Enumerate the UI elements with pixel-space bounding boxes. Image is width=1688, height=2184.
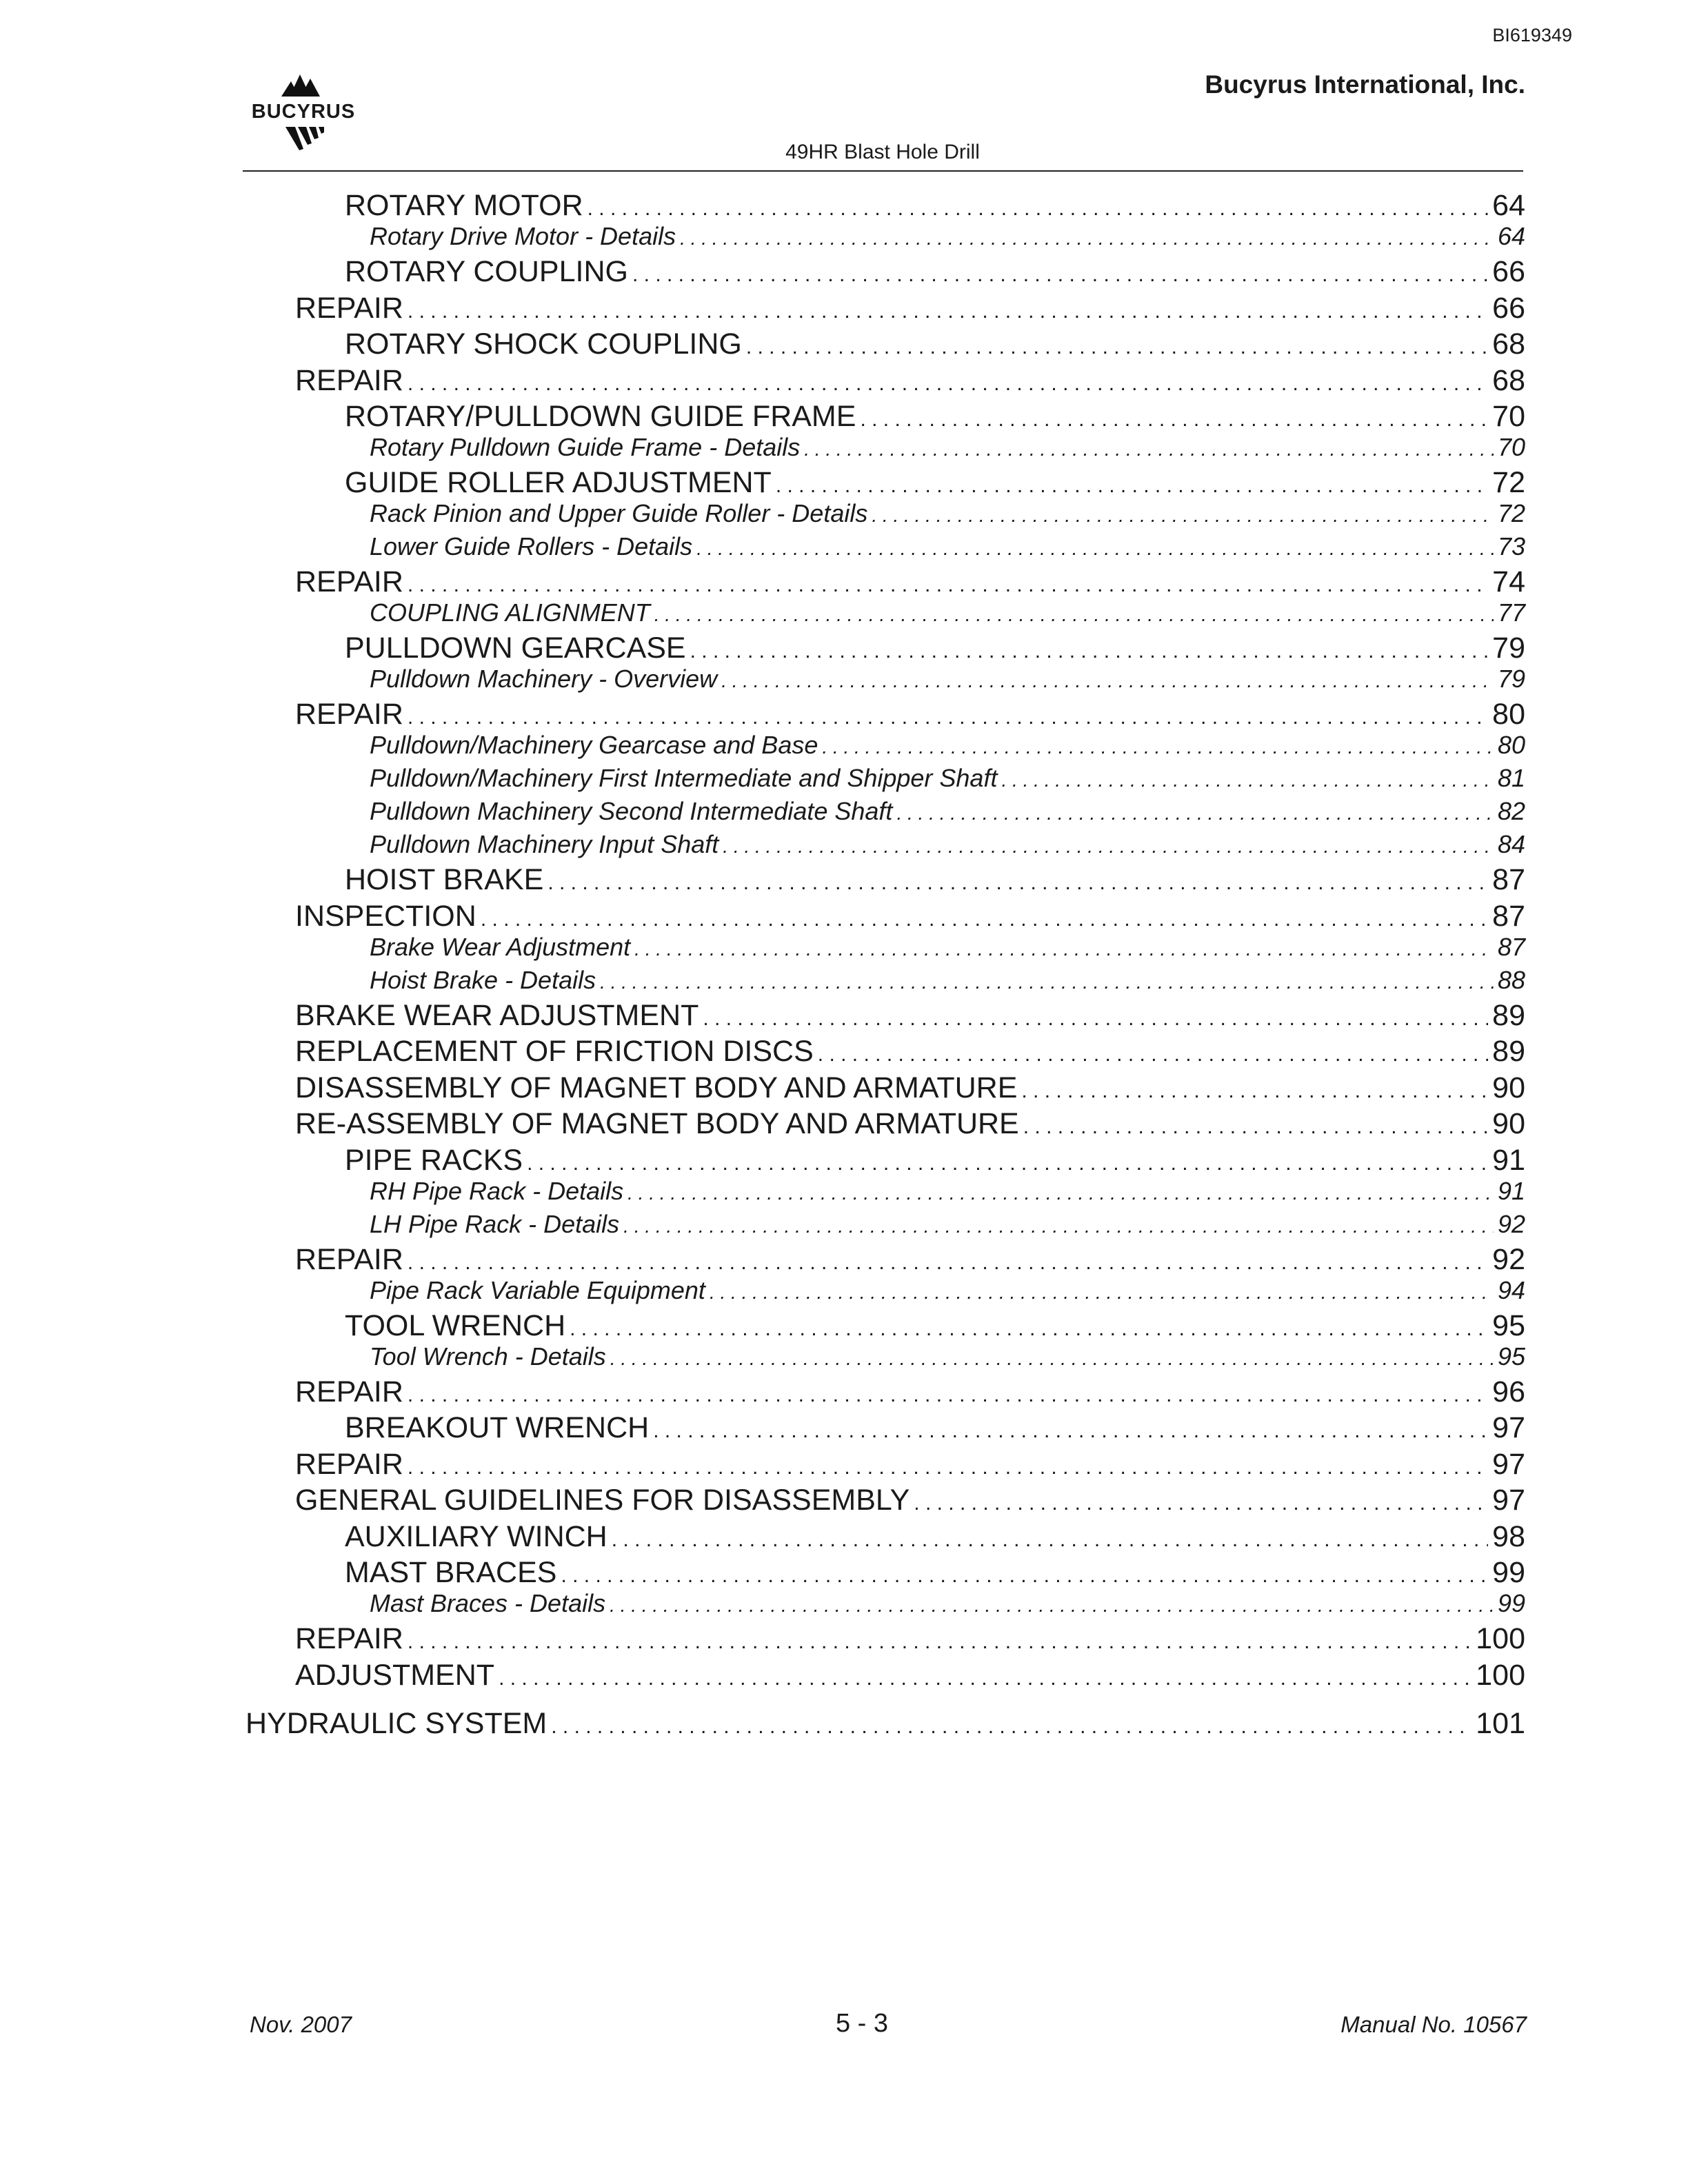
toc-dot-leader <box>723 836 1494 858</box>
company-logo <box>241 72 365 152</box>
toc-entry[interactable] <box>345 1309 1525 1343</box>
toc-entry-title: HYDRAULIC SYSTEM <box>245 1706 547 1740</box>
toc-entry-page: 82 <box>1497 797 1525 825</box>
toc-entry-page: 91 <box>1497 1176 1525 1205</box>
toc-entry-title: ROTARY SHOCK COUPLING <box>345 327 742 361</box>
company-name: Bucyrus International, Inc. <box>1205 70 1525 99</box>
toc-entry-page: 81 <box>1497 764 1525 792</box>
toc-dot-leader <box>872 505 1494 527</box>
toc-entry-page: 101 <box>1476 1706 1525 1740</box>
toc-dot-leader <box>408 300 1488 323</box>
toc-entry-title: Mast Braces - Details <box>370 1589 606 1617</box>
toc-dot-leader <box>551 1715 1471 1739</box>
toc-entry[interactable] <box>295 1375 1525 1409</box>
toc-entry[interactable] <box>370 731 1525 760</box>
toc-entry-title: REPLACEMENT OF FRICTION DISCS <box>295 1035 814 1068</box>
toc-entry-page: 97 <box>1492 1411 1525 1444</box>
toc-dot-leader <box>690 640 1489 663</box>
toc-dot-leader <box>703 1007 1488 1031</box>
toc-entry-title: Pulldown/Machinery Gearcase and Base <box>370 731 818 759</box>
toc-dot-leader <box>896 802 1494 825</box>
toc-entry-page: 64 <box>1497 222 1525 250</box>
toc-dot-leader <box>612 1528 1488 1552</box>
toc-entry-title: REPAIR <box>295 1242 403 1276</box>
toc-dot-leader <box>587 197 1489 221</box>
document-subtitle: 49HR Blast Hole Drill <box>785 141 980 163</box>
toc-dot-leader <box>408 1384 1488 1407</box>
toc-entry-title: REPAIR <box>295 565 403 598</box>
toc-entry-page: 79 <box>1492 631 1525 665</box>
toc-dot-leader <box>721 670 1494 692</box>
toc-dot-leader <box>654 604 1494 626</box>
toc-entry-page: 88 <box>1497 965 1525 994</box>
toc-entry-page: 99 <box>1497 1589 1525 1617</box>
toc-entry-title: Rotary Drive Motor - Details <box>370 222 676 250</box>
toc-entry-page: 92 <box>1497 1209 1525 1238</box>
toc-entry-title: BRAKE WEAR ADJUSTMENT <box>295 998 699 1032</box>
toc-entry-page: 84 <box>1497 830 1525 858</box>
toc-entry-page: 87 <box>1497 932 1525 961</box>
toc-dot-leader <box>653 1419 1488 1443</box>
toc-entry-title: Pulldown Machinery Input Shaft <box>370 830 719 858</box>
toc-dot-leader <box>627 1182 1494 1204</box>
toc-entry[interactable] <box>345 327 1525 361</box>
toc-dot-leader <box>914 1492 1488 1515</box>
toc-entry-page: 100 <box>1476 1658 1525 1692</box>
toc-entry[interactable] <box>370 933 1525 962</box>
toc-entry-page: 99 <box>1492 1556 1525 1589</box>
toc-entry-page: 90 <box>1492 1071 1525 1104</box>
toc-entry-title: Pipe Rack Variable Equipment <box>370 1275 705 1304</box>
toc-dot-leader <box>561 1564 1488 1588</box>
toc-dot-leader <box>499 1667 1471 1690</box>
toc-dot-leader <box>1021 1080 1488 1103</box>
toc-entry-page: 91 <box>1492 1143 1525 1177</box>
toc-entry-page: 73 <box>1497 532 1525 560</box>
toc-entry-title: REPAIR <box>295 363 403 397</box>
toc-entry-page: 94 <box>1497 1275 1525 1304</box>
toc-dot-leader <box>746 336 1488 359</box>
toc-dot-leader <box>776 474 1488 498</box>
toc-entry[interactable] <box>370 1276 1525 1305</box>
toc-entry[interactable] <box>295 1659 1525 1692</box>
toc-entry-title: GUIDE ROLLER ADJUSTMENT <box>345 466 772 499</box>
toc-dot-leader <box>408 574 1488 597</box>
toc-entry-page: 97 <box>1492 1447 1525 1481</box>
toc-entry-title: REPAIR <box>295 1375 403 1408</box>
toc-dot-leader <box>1001 769 1493 791</box>
toc-entry-title: Rack Pinion and Upper Guide Roller - Details <box>370 499 868 527</box>
toc-entry-title: ROTARY COUPLING <box>345 255 628 288</box>
toc-entry[interactable] <box>295 1071 1525 1105</box>
toc-entry-page: 66 <box>1492 255 1525 288</box>
toc-entry[interactable] <box>345 631 1525 665</box>
toc-dot-leader <box>547 871 1488 895</box>
toc-entry-title: Pulldown Machinery - Overview <box>370 665 718 693</box>
toc-entry[interactable] <box>370 1342 1525 1371</box>
toc-dot-leader <box>408 706 1488 729</box>
toc-entry-title: Rotary Pulldown Guide Frame - Details <box>370 433 801 461</box>
toc-entry-title: PIPE RACKS <box>345 1143 523 1177</box>
toc-entry-page: 79 <box>1497 665 1525 693</box>
toc-entry-title: REPAIR <box>295 291 403 325</box>
toc-dot-leader <box>804 438 1494 461</box>
toc-entry-page: 100 <box>1476 1622 1525 1655</box>
toc-entry[interactable] <box>370 222 1525 251</box>
toc-dot-leader <box>408 372 1488 396</box>
toc-entry-page: 77 <box>1497 598 1525 627</box>
toc-entry-title: ROTARY MOTOR <box>345 189 583 222</box>
toc-entry[interactable] <box>345 189 1525 223</box>
toc-entry[interactable] <box>295 292 1525 325</box>
toc-entry-title: INSPECTION <box>295 899 476 933</box>
document-id: BI619349 <box>1492 25 1572 46</box>
toc-entry-title: Pulldown/Machinery First Intermediate and Shipper Shaft <box>370 764 998 792</box>
toc-entry-title: Hoist Brake - Details <box>370 965 596 994</box>
toc-dot-leader <box>818 1043 1488 1066</box>
toc-dot-leader <box>696 538 1494 560</box>
toc-entry-title: RH Pipe Rack - Details <box>370 1176 624 1205</box>
toc-entry[interactable] <box>370 665 1525 694</box>
logo-text: BUCYRUS <box>251 101 356 123</box>
toc-dot-leader <box>408 1456 1488 1479</box>
toc-entry-title: REPAIR <box>295 698 403 731</box>
toc-dot-leader <box>600 971 1494 993</box>
toc-entry-title: MAST BRACES <box>345 1556 557 1589</box>
toc-dot-leader <box>610 1348 1494 1370</box>
toc-entry[interactable] <box>295 1484 1525 1517</box>
toc-entry-title: TOOL WRENCH <box>345 1308 566 1342</box>
toc-entry-page: 80 <box>1492 698 1525 731</box>
toc-dot-leader <box>610 1595 1494 1617</box>
toc-entry-title: HOIST BRAKE <box>345 863 544 896</box>
toc-entry-page: 95 <box>1492 1308 1525 1342</box>
toc-dot-leader <box>623 1215 1494 1237</box>
toc-entry[interactable] <box>295 364 1525 398</box>
toc-entry[interactable] <box>370 499 1525 528</box>
toc-entry-page: 89 <box>1492 1035 1525 1068</box>
toc-entry[interactable] <box>295 1243 1525 1277</box>
footer-page-number: 5 - 3 <box>835 2009 889 2038</box>
toc-entry-page: 95 <box>1497 1342 1525 1371</box>
toc-entry-title: COUPLING ALIGNMENT <box>370 598 650 627</box>
toc-entry-page: 68 <box>1492 363 1525 397</box>
footer-manual-number: Manual No. 10567 <box>1340 2012 1527 2037</box>
toc-entry-title: Lower Guide Rollers - Details <box>370 532 693 560</box>
toc-entry-title: REPAIR <box>295 1447 403 1481</box>
toc-entry-page: 68 <box>1492 327 1525 361</box>
toc-entry-page: 64 <box>1492 189 1525 222</box>
toc-entry[interactable] <box>295 1107 1525 1141</box>
toc-dot-leader <box>1023 1115 1488 1139</box>
toc-dot-leader <box>634 938 1494 960</box>
toc-entry[interactable] <box>370 532 1525 561</box>
toc-dot-leader <box>527 1152 1488 1175</box>
toc-entry[interactable] <box>370 1589 1525 1618</box>
toc-entry[interactable] <box>245 1707 1525 1741</box>
header-rule <box>243 170 1523 172</box>
toc-entry-page: 87 <box>1492 863 1525 896</box>
toc-entry[interactable] <box>295 1035 1525 1069</box>
toc-entry-title: Pulldown Machinery Second Intermediate Shaft <box>370 797 893 825</box>
toc-entry-title: Tool Wrench - Details <box>370 1342 606 1371</box>
toc-entry[interactable] <box>345 1556 1525 1590</box>
toc-dot-leader <box>632 263 1488 287</box>
toc-entry-page: 96 <box>1492 1375 1525 1408</box>
toc-entry[interactable] <box>345 863 1525 897</box>
toc-entry-title: ROTARY/PULLDOWN GUIDE FRAME <box>345 400 856 433</box>
toc-entry[interactable] <box>370 598 1525 627</box>
toc-entry-title: RE-ASSEMBLY OF MAGNET BODY AND ARMATURE <box>295 1107 1019 1140</box>
toc-entry[interactable] <box>345 1411 1525 1445</box>
toc-entry[interactable] <box>370 433 1525 462</box>
toc-entry-page: 70 <box>1497 433 1525 461</box>
toc-entry[interactable] <box>295 900 1525 933</box>
toc-entry-page: 92 <box>1492 1242 1525 1276</box>
toc-entry[interactable] <box>295 698 1525 731</box>
toc-entry-title: ADJUSTMENT <box>295 1658 495 1692</box>
toc-dot-leader <box>680 228 1494 250</box>
toc-entry-title: GENERAL GUIDELINES FOR DISASSEMBLY <box>295 1484 910 1517</box>
toc-entry-page: 66 <box>1492 291 1525 325</box>
toc-entry[interactable] <box>370 1210 1525 1239</box>
toc-entry-page: 72 <box>1497 499 1525 527</box>
toc-entry-page: 90 <box>1492 1107 1525 1140</box>
toc-entry-page: 98 <box>1492 1519 1525 1553</box>
toc-dot-leader <box>408 1630 1471 1654</box>
toc-dot-leader <box>822 736 1494 758</box>
toc-entry[interactable] <box>345 400 1525 434</box>
toc-entry-title: Brake Wear Adjustment <box>370 932 631 961</box>
toc-entry[interactable] <box>345 1520 1525 1554</box>
toc-entry-page: 72 <box>1492 466 1525 499</box>
toc-entry-title: AUXILIARY WINCH <box>345 1519 607 1553</box>
toc-entry[interactable] <box>295 565 1525 599</box>
toc-entry[interactable] <box>370 966 1525 995</box>
toc-entry-title: DISASSEMBLY OF MAGNET BODY AND ARMATURE <box>295 1071 1018 1104</box>
toc-entry[interactable] <box>345 1144 1525 1177</box>
toc-entry[interactable] <box>345 255 1525 289</box>
footer-date: Nov. 2007 <box>250 2012 352 2037</box>
toc-dot-leader <box>860 408 1488 432</box>
toc-entry-page: 74 <box>1492 565 1525 598</box>
toc-entry-title: PULLDOWN GEARCASE <box>345 631 686 665</box>
toc-entry-title: LH Pipe Rack - Details <box>370 1209 620 1238</box>
toc-entry[interactable] <box>295 999 1525 1033</box>
toc-entry[interactable] <box>370 797 1525 826</box>
toc-entry-page: 89 <box>1492 998 1525 1032</box>
toc-entry-page: 97 <box>1492 1484 1525 1517</box>
toc-entry[interactable] <box>370 764 1525 793</box>
toc-dot-leader <box>408 1251 1488 1275</box>
toc-dot-leader <box>570 1317 1488 1341</box>
toc-entry-page: 80 <box>1497 731 1525 759</box>
toc-entry-title: BREAKOUT WRENCH <box>345 1411 650 1444</box>
toc-dot-leader <box>710 1282 1494 1304</box>
toc-entry[interactable] <box>370 830 1525 859</box>
toc-entry-page: 70 <box>1492 400 1525 433</box>
toc-entry[interactable] <box>345 466 1525 500</box>
toc-entry[interactable] <box>295 1622 1525 1656</box>
toc-entry[interactable] <box>295 1448 1525 1482</box>
toc-entry-title: REPAIR <box>295 1622 403 1655</box>
toc-entry[interactable] <box>370 1177 1525 1206</box>
toc-entry-page: 87 <box>1492 899 1525 933</box>
toc-dot-leader <box>481 908 1488 931</box>
